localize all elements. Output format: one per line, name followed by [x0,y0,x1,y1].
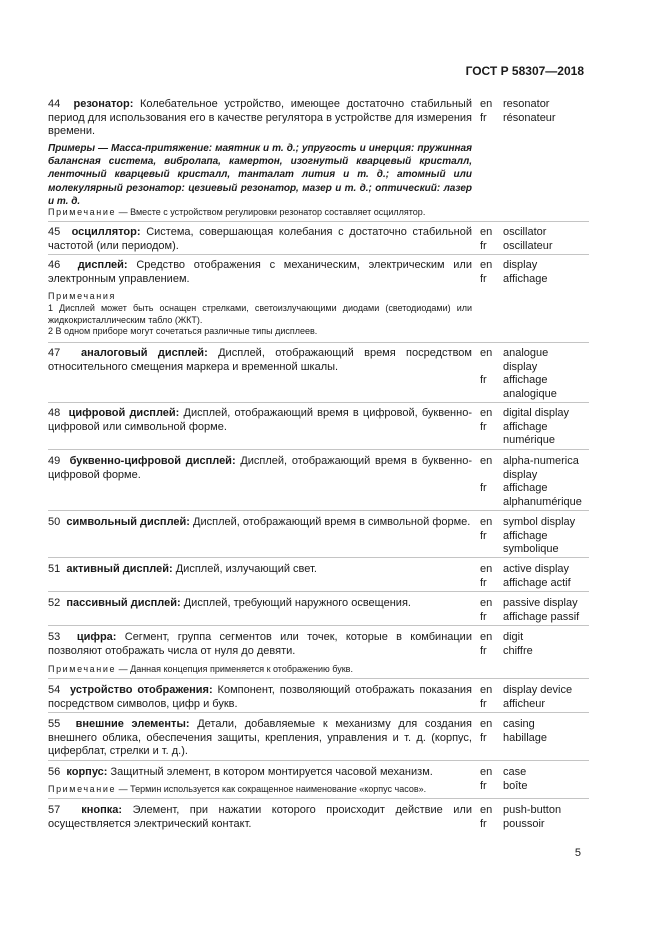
term-en: display device [503,684,573,696]
term-en: oscillator [503,226,547,238]
entry-definition: Дисплей, требующий наружного освещения. [183,597,411,609]
note-label: Примечание [48,207,117,217]
term-fr: affichage passif [503,610,580,623]
entry-definition: Дисплей, отображающий время в цифровой, буквенно-цифровой или символьной форме. [48,407,472,433]
entry-56-note [48,784,472,796]
term-fr: oscillateur [503,239,553,252]
lang-codes-45: en fr [480,226,493,252]
entry-52 [48,597,472,611]
entry-55 [48,718,472,759]
notes-label: Примечания [48,291,116,301]
note-text: — Вместе с устройством регулировки резонатор составляет осциллятор. [116,207,426,217]
entry-53-note [48,664,472,676]
entry-term: пассивный дисплей: [66,597,181,609]
term-en: resonator [503,98,550,110]
lang-codes-56: en fr [480,766,493,792]
lang-codes-48: en fr [480,407,493,433]
entry-number: 57 [48,804,61,816]
translations-57 [503,804,561,831]
entry-term: символьный дисплей: [66,516,190,528]
translations-45 [503,226,553,253]
entry-48 [48,407,472,434]
term-fr: alphanumérique [503,495,582,508]
lang-codes-53: en fr [480,631,493,657]
entry-definition: Дисплей, отображающий время в буквенно-цифровой форме. [48,455,473,481]
term-en: active display [503,563,570,575]
divider [48,625,589,626]
entry-45 [48,226,472,253]
term-en: digit [503,631,524,643]
entry-term: осциллятор: [71,226,141,238]
divider [48,678,589,679]
translations-46 [503,259,547,286]
divider [48,510,589,511]
note-label: Примечание [48,784,117,794]
translations-47 [503,347,557,401]
lang-codes-54: en fr [480,684,493,710]
translations-53 [503,631,533,658]
lang-codes-55: en fr [480,718,493,744]
entry-definition: Детали, добавляемые к механизму для создания внешнего облика, обеспечения защиты, крепления, управления и т. д. (корпус, циферблат, стрелки и т. д.). [48,718,473,757]
entry-term: активный дисплей: [66,563,173,575]
lang-codes-52: en fr [480,597,493,623]
term-en: display [503,360,538,373]
term-en: alpha-numerica [503,455,579,467]
term-fr: habillage [503,731,548,744]
divider [48,449,589,450]
divider [48,342,589,343]
term-fr: boîte [503,779,528,792]
entry-number: 52 [48,597,61,609]
entry-number: 44 [48,98,61,110]
entry-term: цифра: [76,631,117,643]
term-en: passive display [503,597,578,609]
translations-51 [503,563,571,590]
entry-term: дисплей: [77,259,128,271]
entry-number: 47 [48,347,61,359]
entry-definition: Средство отображения с механическим, электрическим или электронным управлением. [48,259,472,285]
term-fr: chiffre [503,644,533,657]
entry-definition: Элемент, при нажатии которого происходит действие или осуществляется электрический контакт. [48,804,472,830]
term-en: analogue [503,347,549,359]
term-fr: numérique [503,434,555,446]
entry-definition: Дисплей, отображающий время посредством относительного смещения маркера и временной шкалы. [48,347,472,373]
entry-number: 53 [48,631,61,643]
entry-46 [48,259,472,286]
entry-term: кнопка: [81,804,123,816]
entry-44-note [48,207,472,219]
entry-number: 54 [48,684,61,696]
entry-definition: Колебательное устройство, имеющее достаточно стабильный период для использования его в качестве регулятора в устройстве для измерения времени. [48,98,472,137]
translations-49 [503,455,582,509]
divider [48,254,589,255]
note-item: 2 В одном приборе могут сочетаться различные типы дисплеев. [48,326,318,337]
entry-53 [48,631,472,658]
divider [48,557,589,558]
lang-codes-49: en fr [480,455,493,494]
term-fr: affichage [503,529,548,542]
term-fr: afficheur [503,697,545,710]
term-fr: affichage [503,482,548,494]
translations-50 [503,516,575,557]
entry-definition: Защитный элемент, в котором монтируется часовой механизм. [110,766,433,778]
translations-48 [503,407,569,448]
term-en: symbol display [503,516,576,528]
divider [48,221,589,222]
divider [48,712,589,713]
entry-50 [48,516,472,530]
translations-52 [503,597,579,624]
entry-54 [48,684,472,711]
term-fr: résonateur [503,111,556,124]
entry-definition: Система, совершающая колебания с достаточно стабильной частотой (или периодом). [48,226,472,252]
term-fr: affichage actif [503,576,571,589]
entry-44-examples: Примеры — Масса-притяжение: маятник и т. д.; упругость и инерция: пружинная балансная система, вибролапа, камертон, изогнутый кварцевый кристалл, ленточный кварцевый кристалл, танталат лития и т. д.; атомный или молекулярный резонатор: цезиевый резонатор, мазер и т. д.; оптический: лазер и т. д. [48,143,472,207]
term-fr: affichage [503,272,548,285]
note-label: Примечание [48,664,117,674]
entry-definition: Сегмент, группа сегментов или точек, которые в комбинации позволяют отображать числа от нуля до девяти. [48,631,472,657]
term-en: case [503,766,527,778]
entry-46-notes [48,291,472,338]
entry-number: 55 [48,718,61,730]
entry-term: устройство отображения: [70,684,213,696]
entry-number: 45 [48,226,61,238]
entry-definition: Дисплей, отображающий время в символьной форме. [193,516,471,528]
lang-codes-57: en fr [480,804,493,830]
divider [48,760,589,761]
translations-56 [503,766,527,793]
term-fr: affichage [503,374,548,386]
translations-44 [503,98,556,125]
divider [48,798,589,799]
entry-56 [48,766,472,780]
term-en: digital display [503,407,570,419]
entry-number: 56 [48,766,61,778]
term-en: display [503,468,538,481]
entry-term: корпус: [66,766,108,778]
term-fr: symbolique [503,543,559,555]
term-fr: analogique [503,387,557,400]
entry-57 [48,804,472,831]
term-fr: affichage [503,420,548,433]
page-number: 5 [574,847,581,859]
translations-55 [503,718,547,745]
divider [48,402,589,403]
entry-definition: Компонент, позволяющий отображать показания посредством символов, цифр и букв. [48,684,472,710]
entry-term: буквенно-цифровой дисплей: [69,455,236,467]
entry-number: 46 [48,259,61,271]
translations-54 [503,684,572,711]
entry-term: цифровой дисплей: [68,407,180,419]
entry-47 [48,347,472,374]
term-en: casing [503,718,535,730]
lang-codes-44: en fr [480,98,493,124]
note-text: — Термин используется как сокращенное наименование «корпус часов». [116,784,427,794]
lang-codes-47: en fr [480,347,493,386]
divider [48,591,589,592]
lang-codes-50: en fr [480,516,493,542]
entry-term: внешние элементы: [75,718,190,730]
lang-codes-46: en fr [480,259,493,285]
note-item: 1 Дисплей может быть оснащен стрелками, светоизлучающими диодами (светодиодами) или жидкокристаллическим табло (ЖКТ). [48,302,472,325]
entry-51 [48,563,472,577]
entry-number: 49 [48,455,61,467]
term-fr: poussoir [503,817,545,830]
document-header: ГОСТ Р 58307—2018 [465,64,584,78]
note-text: — Данная концепция применяется к отображению букв. [116,664,353,674]
entry-term: резонатор: [73,98,134,110]
entry-number: 50 [48,516,61,528]
lang-codes-51: en fr [480,563,493,589]
entry-term: аналоговый дисплей: [80,347,208,359]
entry-number: 51 [48,563,61,575]
entry-definition: Дисплей, излучающий свет. [175,563,317,575]
term-en: push-button [503,804,562,816]
entry-number: 48 [48,407,61,419]
term-en: display [503,259,538,271]
entry-49 [48,455,472,482]
entry-44 [48,98,472,139]
